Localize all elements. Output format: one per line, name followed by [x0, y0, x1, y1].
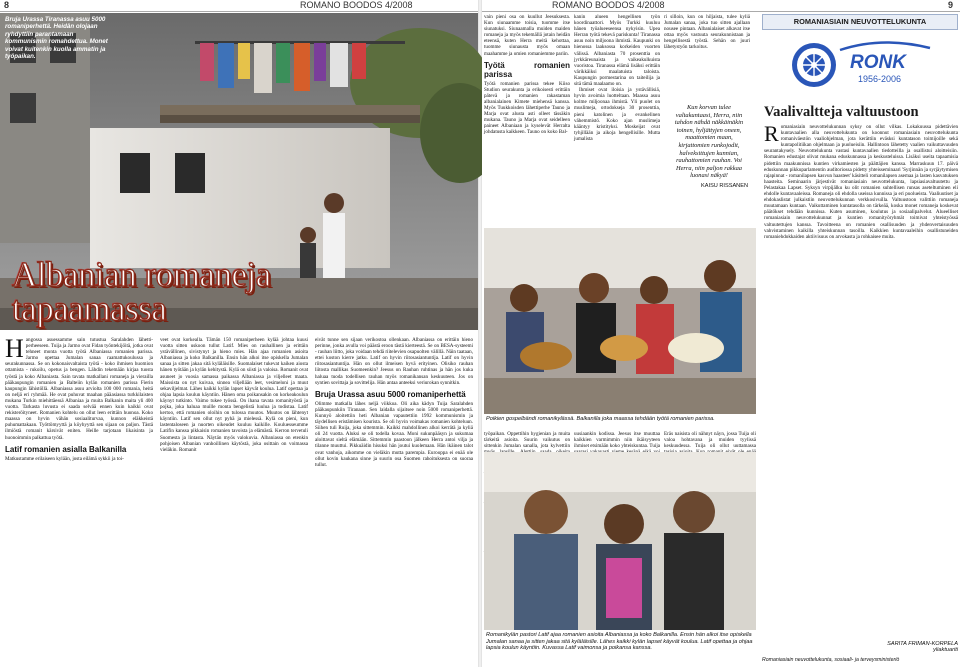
page-9 [482, 0, 960, 667]
sidebar-headline: Vaalivaltteja valtuustoon [764, 104, 919, 120]
page-number-left: 8 [4, 0, 10, 10]
article-column-1 [5, 334, 153, 663]
col2-text: veet ovat korkealla. Tämän 150 romaniperheen kylää johtaa kuusi vuotta sitten uskoon tullut Latif. Mies on rauhallinen ja erittäin ystävällinen, sivistynyt ja hieno mies. Hän ajaa romanien asioita Albaniassa ja koko Balkanilla. Ensin hän alkoi itse opiskella Jumalan sanaa ja sitten jakaa sitä kyläläisille. Suomalaiset tukevat kaiken aiosta hänen työtään ja kylän kehitystä. Kylä on siisti ja valoisa. Romanit ovat asuneet jo vuosia samassa paikassa Albaniassa ja viljelleet maata. Maissista on nyt kuivaa, sinnea viljellään leet, vesimeloni ja muut sekaviljelmat. Lähes kaikki kylän lapset käyvät koulua. Latif opettaa ja ohjaa lapsia koulun käyntiin. Hänen oma poikansakin on korkeakoulun käynyt tutkinto. Vaimo tukee työssä. On ihana tavata romanityöstä ja pojka, joka haluaa muille monta bengelistä luulua ja todistaa. Latif kertoo, että romanien oloihin on tulossa muutos. Muutos on lähtenyt käyntiin. Latif sen ollut nyt pyhä ja mielessä. Kylä on pieni, kun lastentaloseen ja nuorten oikeudet kuuluu kaikille. Kouluesseumme Latifin kanssa pikkaisin romanien tavoista ja elämästä. Kerron tervetuli Suomesta ja lintasta. Näytän myös valokuvia. Albaniassa on etenkin pohjoisen Albanian vanhoillinen käytöstä, joka osittain on voimassa vieläkin. Romanit [160, 337, 308, 453]
page-8 [0, 0, 478, 667]
signature-name: SARITA FRIMAN-KORPELA [887, 641, 958, 647]
sidebar-footer-note: Romaniasiain neuvottelukunta, sosiaali- ja terveysministeriö [762, 657, 900, 663]
page-number-right: 9 [948, 0, 954, 10]
subhead-latif: Latif romanien asialla Balkanilla [5, 444, 127, 454]
sidebar-body [764, 121, 958, 639]
right-col1b-text: Työtä romanien parissa tekee Kiiso Studion seurakunta ja erikoisesti erittäin pätevä ja romanien rakastaman albanialainen Kimete miehensä kanssa. Myös Tuukkoisden lähettiperhe Tauno ja Marja ovat alusta asti olleet tässäkin mukana. Tauno ja Marja ovat seidelleen paineet Albaniaan ja kyselevät Herralta johdatusta kaikkeen. Tauno on koko Bal- [484, 80, 570, 136]
band-photo-graphic [484, 228, 756, 414]
article-column-2 [160, 337, 308, 663]
org-name: ROMANIASIAIN NEUVOTTELUKUNTA [793, 17, 927, 26]
col3b-text: Olimme matkalla lähes neljä viikkoa. Oli aika kädyn Tuija Saralahden pääkaupunkiin Tiranaan. Sen laidalla sijaitsee noin 5000 romaniperhettä. Kunnyö aloitettiin heti Albanian vapautettiin 1992 kommunismin ja täydellisen eristämisen kourista. Se oli hyvin voimakas romanien kohteluun. Siihen tuli Ruija, joka sittemmin. Kaikki mahdollinen alkoi kerrätä ja kyliä oli 24 vuotta. Aluksi se oli todella kovaa. Moni sukunpääsyn ja sukumaa aloittavat sieltä elämään. Sittemmin paastoon jälkeen Herra antoi vilja ja tilanne muuttui. Pikkuäidin hisuksi hän joutui kuolemaan. Hän ikäinen talot ovat vanhoja, aikomme on vieläkin mutta parempia. Eurooppa ei enää ole ollut kovin kaukana sinne ja suurin osa Suomen rahoituksesta on suoraa tullut. [315, 400, 473, 468]
header-rule-right [482, 11, 960, 12]
article-headline: Albanian romaneja tapaamassa [12, 255, 271, 328]
quote-text: Kun korvan tulee valtakuntaasi, Herra, niin tahdon nähdä näkkäinäkin toinen, hyljättyjen oneen, maattomien maan, kirjattomien runkojodit, halveksittujen kunnian, rauhattomien rauhan. Voi Herra, niin paljon rakkaa luonasi näkyä! [674, 104, 744, 180]
mid-col3-text: Eräs naisista oli nähnyt näyn, jossa Tuija oli valoa hohtavana ja muiden tyylissä keskuudessa. Tuija oli ollut uuttamassa [664, 431, 756, 450]
photo-top-caption: Bruja Urassa Tiranassa asuu 5000 romaniperhettä. Heidän olojaan ryhdyttiin parantamaan kommunismin romahdettua. Monet voivat kuitenkin kuolla ammatin ja työpaikan. [5, 16, 108, 61]
running-head-right: ROMANO BOODOS 4/2008 [552, 0, 665, 10]
sidebar-text: omaniasiain neuvottelukunnan syksy on ollut vilkas. Lokakuussa pidettävien kuntavaalien alla neuvottelukunta on koonnut romaniasiain neuvottelukunta romaniväestön vaaliohjelman, jota kerättiin eväsksi kuntatason toimijoille sekä kuntapolitiikan ohjelmaan ja puolueisiin. Hallintoon lähetetty vaalien vaikuttavuuden seurantakysely. Neuvottelukunta vastasi kuntavaalien tiedotteilla ja osallistui aloitteisiin. Romanien edustajat olivat mukana eduskunnassa ja keskusteluissa. Lisäksi useita tapaamisia pidettiin maakunnissa kuntien virkamiesten ja päättäjien kanssa. Marraskuun 17. päivä eduskunnan pikkuparlamentin auditoriossa pidetty yhteisseminaari 'Syrjinnän ja syrjäytymisen rajapinnat - romanilapsen kasvun haasteet' käsitteli romanilapsen asemaa ja lasten kasvatuksen haasteita. Seminaarin järjestivät romaniasiain neuvottelukunta, lapsiasiavaltuutettu ja Pelastakaa Lapset. Syksyn virpijälku ku olit romanien suhtellisen runsas aseteltuminen eli ehdolle kuntavaaleissa. Romaneja oli ehdolla useissa kunnissa ja eri puolueista. Vaaliuutiset ja ehdokaslistat julkaistiin neuvottelukunnan verkkosivuilla. Valtuustoon valittiin romaneja muutamaan kuntaan. Vaikuttaminen kuntatasolla on tärkeää, koska monet romaneja koskevat päätökset tehdään kunnissa. Kuten asuminen, koulutus ja sosiaalipalvelut. Alueelliset romaniasiain neuvottelukunnat ja kuntien romanityöryhmät toimivat yhteistyössä valtuutettujen kanssa. Tavoitteena on romanien osallisuuden ja yhdenvertaisuuden vahvistaminen kaikilla yhteiskunnan tasoilla. Kaikkien kuntavaaleihin osallistuneiden romaniehdokkaiden aktiivisuus on arvokasta ja rohkaisee muita. [764, 124, 958, 240]
org-name-banner [762, 14, 958, 30]
col1-text: angossa asuessamme sain tutustua Saralahden lähetti-perheeseen. Tuija ja Jarmo ovat Fidan työntekijöitä, jotka ovat tehneet monta vuotta työtä Albaniassa romanien parissa. Jarmo opettaa Jumalan sanaa raamattukoulussa ja seurakunnassa. Se on kokonaisvaltaista työtä - koko ihmisen huomion ottamista - rukoilu, opetus ja bengen. Lähdin tekemään kirjaa tuosta työstä ja koko Albaniasta. Sain tavata matkallani romaneja ja vierailla pääkaupungin romanien ja Balteiin kylän romanien parissa Fierin kaupungin lähistöllä. Albaniassa asuu arviolta 100 000 romania, heitä on neljä eri ryhmää. He ovat puhuvat maahan pääasiassa turkkilaisten mukana Turkin miehittäessä Albaniaa ja muita Balkanin maita yli 400 vuotta. Tarkasta luvusta ei saada selvää ennen kuin kaikki ovat rekisteröityneet. Romanien kohtelu on ollut leen erittäin huonoa. Koko maassa on hyvin vähän sosiaaliturvaa, kunnon eläkkeistä puhumattakaan. Työttömyyttä ja köyhyyttä sen sijaan on paljon. Tästä ilmiöstä romanit kärsivät eniten. Heille tarjotaan likaisinta ja huonoimmin palkattua työtä. [5, 337, 153, 441]
mid-col1-text: työpaikan. Oppettihin hygienian ja muita tärkeitä asioita. Suurin vaikutus on sittenkin Jumalan sanalla, jota kylvettiin [484, 431, 570, 450]
family-photo-caption: Romanikylän pastori Latif ajaa romanien asioita Albaniassa ja koko Balkanilla. Ensin hän alkoi itse opiskella Jumalan sanaa ja sitten jakaa sitä kyläläisille. Lähes kaikki kylän lapset käyvät koulua. Latif opettaa ja ohjaa lapsia koulun käyntiin. Kuvassa Latif vaimonsa ja poikansa kanssa. [486, 632, 753, 652]
dropcap-h: H [5, 334, 24, 363]
right-col2b-text: Ihmiset ovat iloisia ja ystävällisiä, hyvin avoimia luotteltaan. Maassa asuu kolme miljoonaa ihmistä. Yli puolet on muslimeja, ortodokseja 30 prosenttia, pieni katolinen ja evankelinen vähemmistö. Koko ajan muslimeja kääntyy kristityksi. Moskeijat ovat tyhjillään ja aikoja hengellisille. Mutta jumalista [574, 87, 660, 142]
right-column-3 [664, 14, 750, 84]
mid-col2-text: uusiaankin kodissa. Jeesus itse muuttaa kaikkien varmimmin niin ikäisyyteen ihmiset etsimään koko yhteiskuntaa. Tuija [574, 431, 660, 450]
right-column-1 [484, 14, 570, 224]
band-photo-caption: Poikien gospelbändi romanikylässä. Balkanilla joka maassa tehdään työtä romanien parissa. [486, 416, 715, 422]
subhead-bruja-urassa: Bruja Urassa asuu 5000 romaniperhettä [315, 389, 466, 399]
family-photo-graphic [484, 452, 756, 630]
ronk-sidebar [762, 14, 958, 664]
poem-quote [670, 104, 748, 191]
subhead-tyota: Työtä romanien parissa [484, 60, 570, 79]
latif-family-photo [484, 452, 756, 630]
header-rule [0, 11, 478, 12]
ronk-logo [762, 30, 958, 100]
right-column-2 [574, 14, 660, 224]
running-head-left: ROMANO BOODOS 4/2008 [300, 0, 413, 10]
article-column-3 [315, 337, 473, 663]
signature-role: yliaktuariti [933, 647, 958, 653]
logo-text: RONK [850, 52, 906, 73]
sidebar-signature [762, 641, 958, 653]
right-col2-text: kanin alueen hengellisen työn koordinaattori. Myös Turkki kuuluu hänen työalueeseensa nykyisin. Upea Herran työtä tekevä pariskunta! Tiranassa asuu noin miljoona ihmistä. Kaupunki on hienossa laaksossa korkeiden vuorten välissä. Albaniasta 70 prosenttia on jyrkkäreunaista ja vaikeakulkuista vuoristoa. Tiranassa elämä lisäksi erittäin värikkäiksi maalatuista taloista. Kaupungin pormestarina on taiteilija ja sitä tämä maalaamo on. [574, 14, 660, 88]
quote-author: KAISU RISSANEN [701, 182, 748, 189]
logo-years: 1956-2006 [858, 74, 902, 84]
right-col1-text: vain pieni osa on kuullut Jeesuksesta. Kun siunaamme toisia, tuomme itse siunatuksi. Siunaamalla muiden maiden romaneja ja myös tekemällä jotain heidän eteensä, kuten Herra meitä kehottaa, tuomme siunausta myös omaan maahamme ja omien romaniemme pariin. [484, 14, 570, 57]
col3-text: eivät tunne sen sijaan verikostoa ollenkaan. Albaniassa on erittäin hieno perinne, jonka avulla voi päästä eroon tästä kierteestä. Se on BESA-systeemi - rauhan liitto, joka voidaan tehdä riitelevien osapuolten välillä. Näin taataan, ettei koston kierre jatku. Latif on hyvin riitosasiantuntija. Latif on hyvin riitosasiantuntija. Hän on ollut ilmeisen hyvä erityinen. Olisiko rauhan liitosta mallikas Suomeenkin? Jeesus on Rauhan ruhtinas ja hän jos kuka haluaa tuoda todellisen rauhan myös romanikansan keskuuteen. Jos on syntien sovittaja ja sovittelija. Hän antaa anteeksi veriurokan synnitkin. [315, 337, 473, 386]
gospel-band-photo [484, 228, 756, 414]
right-col3-text: ri silloin, kun on hiljaista, tulee kyliä Jumalan sanaa, joka tuo sitten ajallaan nousee pintaan. Albanialaiset alkavat itse ottaa myös vastuuta seurakunnistaan ja hengellisestä työstä. Sehän on juuri lähetystyön tarkoitus. [664, 14, 750, 51]
dropcap-r: R [764, 121, 779, 146]
col1-text2: Matkustamme erilaiseen kylään, josta eilämä sykkii ja toi- [5, 455, 124, 462]
